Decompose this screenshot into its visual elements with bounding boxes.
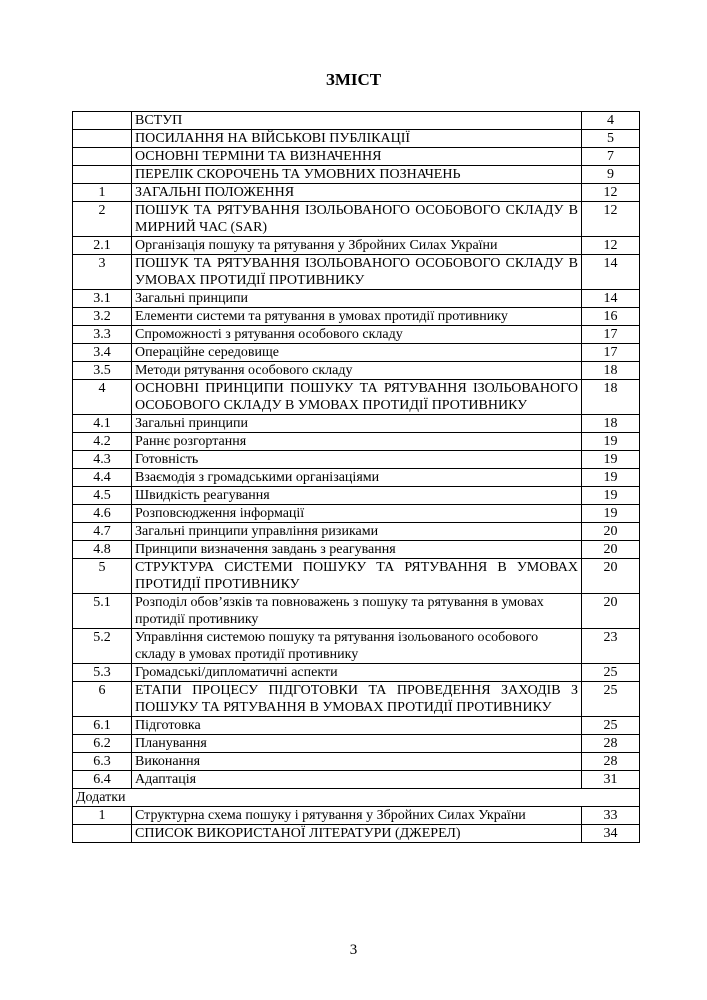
toc-number: 1 [73, 184, 132, 202]
toc-number: 4 [73, 380, 132, 415]
toc-page-number: 19 [582, 487, 640, 505]
toc-number: 6.3 [73, 753, 132, 771]
toc-number [73, 166, 132, 184]
toc-title: Громадські/дипломатичні аспекти [132, 664, 582, 682]
toc-page-number: 12 [582, 184, 640, 202]
toc-number: 6 [73, 682, 132, 717]
toc-title: Структурна схема пошуку і рятування у Збройних Силах України [132, 807, 582, 825]
toc-number [73, 112, 132, 130]
toc-title: ЗАГАЛЬНІ ПОЛОЖЕННЯ [132, 184, 582, 202]
toc-row [73, 717, 640, 735]
toc-title: ПЕРЕЛІК СКОРОЧЕНЬ ТА УМОВНИХ ПОЗНАЧЕНЬ [132, 166, 582, 184]
toc-row [73, 523, 640, 541]
toc-title: Методи рятування особового складу [132, 362, 582, 380]
toc-number [73, 130, 132, 148]
toc-title: Розповсюдження інформації [132, 505, 582, 523]
toc-row [73, 344, 640, 362]
toc-title: Загальні принципи [132, 415, 582, 433]
toc-page-number: 4 [582, 112, 640, 130]
toc-number: 2 [73, 202, 132, 237]
toc-page-number: 9 [582, 166, 640, 184]
toc-title: ПОСИЛАННЯ НА ВІЙСЬКОВІ ПУБЛІКАЦІЇ [132, 130, 582, 148]
toc-row [73, 326, 640, 344]
toc-number: 3.4 [73, 344, 132, 362]
toc-page-number: 5 [582, 130, 640, 148]
toc-row [73, 594, 640, 629]
toc-row [73, 308, 640, 326]
toc-number: 4.6 [73, 505, 132, 523]
toc-page-number: 19 [582, 433, 640, 451]
toc-number: 6.4 [73, 771, 132, 789]
toc-body [73, 112, 640, 843]
toc-row [73, 202, 640, 237]
toc-number: 4.1 [73, 415, 132, 433]
toc-page-number: 34 [582, 825, 640, 843]
toc-row [73, 184, 640, 202]
toc-title: Управління системою пошуку та рятування ізольованого особового складу в умовах протидії противнику [132, 629, 582, 664]
toc-title: Готовність [132, 451, 582, 469]
toc-row [73, 433, 640, 451]
toc-number: 5.2 [73, 629, 132, 664]
toc-page-number: 14 [582, 255, 640, 290]
toc-page-number: 18 [582, 362, 640, 380]
toc-title: Елементи системи та рятування в умовах протидії противнику [132, 308, 582, 326]
toc-title: Загальні принципи управління ризиками [132, 523, 582, 541]
toc-number: 5 [73, 559, 132, 594]
toc-page-number: 20 [582, 594, 640, 629]
toc-number: 3.3 [73, 326, 132, 344]
toc-number: 1 [73, 807, 132, 825]
toc-title: Принципи визначення завдань з реагування [132, 541, 582, 559]
toc-page-number: 12 [582, 202, 640, 237]
toc-page-number: 7 [582, 148, 640, 166]
toc-number: 3 [73, 255, 132, 290]
toc-number: 4.5 [73, 487, 132, 505]
toc-page-number: 19 [582, 469, 640, 487]
toc-row [73, 166, 640, 184]
toc-row [73, 664, 640, 682]
toc-page-number: 23 [582, 629, 640, 664]
page-title: ЗМІСТ [325, 70, 382, 89]
toc-title: Планування [132, 735, 582, 753]
toc-row [73, 130, 640, 148]
toc-table [72, 111, 640, 843]
toc-title: Операційне середовище [132, 344, 582, 362]
toc-page-number: 16 [582, 308, 640, 326]
toc-number: 4.7 [73, 523, 132, 541]
toc-row [73, 682, 640, 717]
toc-row [73, 559, 640, 594]
toc-title: ОСНОВНІ ПРИНЦИПИ ПОШУКУ ТА РЯТУВАННЯ ІЗОЛЬОВАНОГО ОСОБОВОГО СКЛАДУ В УМОВАХ ПРОТИДІЇ ПРОТИВНИКУ [132, 380, 582, 415]
toc-number: 4.2 [73, 433, 132, 451]
toc-title: ПОШУК ТА РЯТУВАННЯ ІЗОЛЬОВАНОГО ОСОБОВОГО СКЛАДУ В УМОВАХ ПРОТИДІЇ ПРОТИВНИКУ [132, 255, 582, 290]
toc-row [73, 505, 640, 523]
toc-page-number: 19 [582, 505, 640, 523]
toc-page-number: 20 [582, 541, 640, 559]
toc-number: 3.1 [73, 290, 132, 308]
toc-number: 6.2 [73, 735, 132, 753]
toc-number [73, 825, 132, 843]
toc-title: Організація пошуку та рятування у Збройних Силах України [132, 237, 582, 255]
toc-row [73, 148, 640, 166]
toc-page-number: 31 [582, 771, 640, 789]
toc-number: 4.3 [73, 451, 132, 469]
toc-page-number: 28 [582, 753, 640, 771]
toc-title: Виконання [132, 753, 582, 771]
toc-title: Загальні принципи [132, 290, 582, 308]
toc-page-number: 19 [582, 451, 640, 469]
toc-number: 5.3 [73, 664, 132, 682]
toc-title: Раннє розгортання [132, 433, 582, 451]
toc-title: ВСТУП [132, 112, 582, 130]
toc-row [73, 255, 640, 290]
toc-row [73, 825, 640, 843]
toc-page-number: 25 [582, 682, 640, 717]
toc-title: СТРУКТУРА СИСТЕМИ ПОШУКУ ТА РЯТУВАННЯ В УМОВАХ ПРОТИДІЇ ПРОТИВНИКУ [132, 559, 582, 594]
toc-number: 4.4 [73, 469, 132, 487]
toc-page-number: 17 [582, 326, 640, 344]
toc-number: 5.1 [73, 594, 132, 629]
toc-page-number: 25 [582, 717, 640, 735]
toc-row [73, 237, 640, 255]
toc-title: Адаптація [132, 771, 582, 789]
toc-row [73, 629, 640, 664]
toc-title: Спроможності з рятування особового складу [132, 326, 582, 344]
toc-page-number: 20 [582, 523, 640, 541]
toc-row [73, 735, 640, 753]
toc-page-number: 28 [582, 735, 640, 753]
toc-page-number: 25 [582, 664, 640, 682]
toc-row [73, 380, 640, 415]
toc-row [73, 362, 640, 380]
toc-row [73, 415, 640, 433]
toc-row [73, 771, 640, 789]
toc-row [73, 469, 640, 487]
toc-row [73, 753, 640, 771]
toc-page-number: 18 [582, 415, 640, 433]
toc-number: 4.8 [73, 541, 132, 559]
toc-title: Взаємодія з громадськими організаціями [132, 469, 582, 487]
toc-row [73, 807, 640, 825]
toc-number: 2.1 [73, 237, 132, 255]
toc-page-number: 14 [582, 290, 640, 308]
toc-page-number: 20 [582, 559, 640, 594]
toc-title: ПОШУК ТА РЯТУВАННЯ ІЗОЛЬОВАНОГО ОСОБОВОГО СКЛАДУ В МИРНИЙ ЧАС (SAR) [132, 202, 582, 237]
toc-title: ОСНОВНІ ТЕРМІНИ ТА ВИЗНАЧЕННЯ [132, 148, 582, 166]
toc-title: Швидкість реагування [132, 487, 582, 505]
toc-title: СПИСОК ВИКОРИСТАНОЇ ЛІТЕРАТУРИ (ДЖЕРЕЛ) [132, 825, 582, 843]
toc-number: 3.2 [73, 308, 132, 326]
toc-title: Підготовка [132, 717, 582, 735]
toc-number: 3.5 [73, 362, 132, 380]
toc-number: 6.1 [73, 717, 132, 735]
toc-row [73, 541, 640, 559]
toc-row [73, 112, 640, 130]
toc-row [73, 487, 640, 505]
page-number: 3 [349, 942, 358, 958]
toc-row [73, 451, 640, 469]
toc-title: Розподіл обов’язків та повноважень з пошуку та рятування в умовах протидії противнику [132, 594, 582, 629]
toc-section-label: Додатки [73, 789, 640, 807]
toc-title: ЕТАПИ ПРОЦЕСУ ПІДГОТОВКИ ТА ПРОВЕДЕННЯ ЗАХОДІВ З ПОШУКУ ТА РЯТУВАННЯ В УМОВАХ ПРОТИДІЇ ПРОТИВНИКУ [132, 682, 582, 717]
toc-page-number: 33 [582, 807, 640, 825]
toc-page-number: 18 [582, 380, 640, 415]
toc-page-number: 17 [582, 344, 640, 362]
toc-number [73, 148, 132, 166]
toc-page-number: 12 [582, 237, 640, 255]
toc-row [73, 290, 640, 308]
toc-section-row [73, 789, 640, 807]
